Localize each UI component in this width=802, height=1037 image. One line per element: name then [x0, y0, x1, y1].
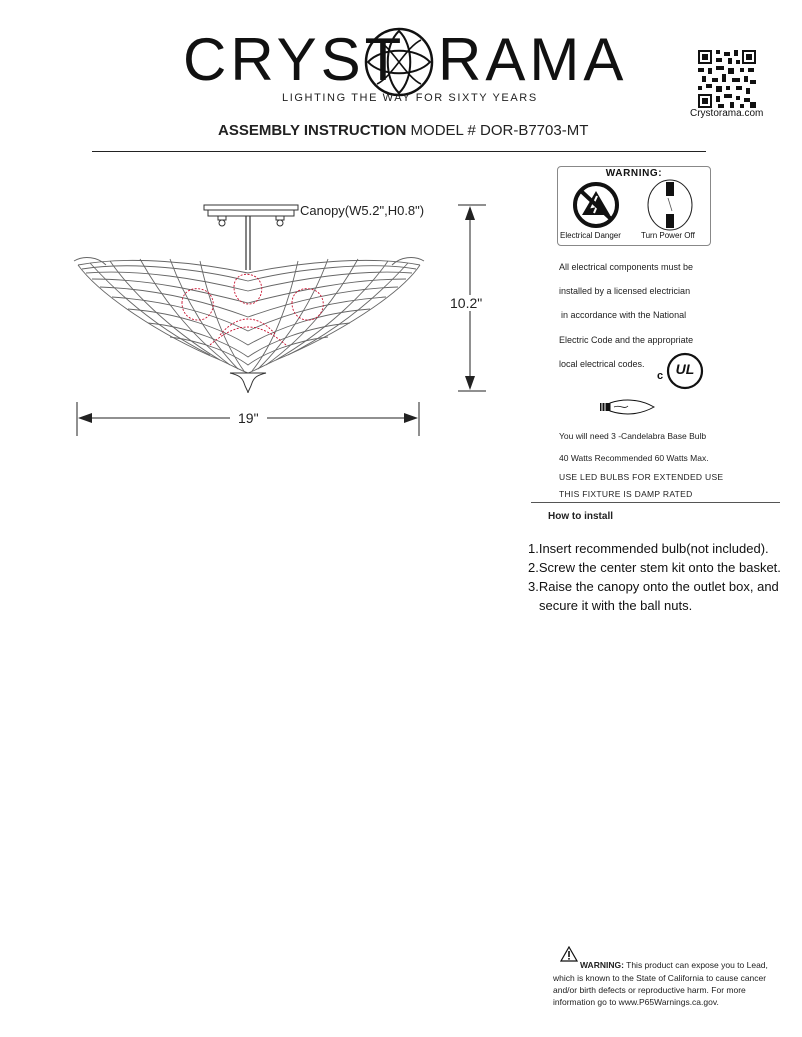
prop65-line: and/or birth defects or reproductive harm. For more: [553, 985, 746, 995]
qr-code-icon[interactable]: [698, 50, 756, 108]
brand-name-left: CRYST: [183, 26, 406, 93]
finial-shape: [230, 373, 266, 393]
install-step: 3.Raise the canopy onto the outlet box, and: [528, 579, 779, 594]
install-step: 1.Insert recommended bulb(not included).: [528, 541, 769, 556]
install-step: 2.Screw the center stem kit onto the basket.: [528, 560, 781, 575]
notice-line: in accordance with the National: [561, 310, 687, 320]
title-bold: ASSEMBLY INSTRUCTION: [218, 122, 407, 139]
bulb-spec-line: 40 Watts Recommended 60 Watts Max.: [559, 453, 709, 463]
page-title: [218, 122, 588, 139]
bulb-spec-line: USE LED BULBS FOR EXTENDED USE: [559, 472, 724, 482]
notice-line: local electrical codes.: [559, 359, 645, 369]
prop65-line: This product can expose you to Lead,: [626, 960, 768, 970]
title-divider: [92, 151, 706, 152]
canopy-label: Canopy(W5.2",H0.8"): [300, 203, 425, 218]
height-label: 10.2": [450, 295, 483, 311]
brand-name-right: RAMA: [438, 26, 628, 93]
prop65-label: WARNING:: [580, 960, 624, 970]
crystorama-emblem-icon: [362, 25, 436, 99]
canopy-shape: [204, 205, 298, 226]
install-step: secure it with the ball nuts.: [539, 598, 693, 613]
prop65-line: information go to www.P65Warnings.ca.gov.: [553, 997, 719, 1007]
ul-text: UL: [675, 361, 695, 377]
prop65-line: which is known to the State of California to cause cancer: [553, 973, 767, 983]
candelabra-bulb-icon: [598, 396, 658, 418]
how-to-heading: How to install: [548, 511, 613, 522]
spec-divider: [531, 502, 780, 503]
warning-heading: WARNING:: [605, 168, 663, 179]
qr-caption: Crystorama.com: [690, 108, 764, 119]
turn-power-off-caption: Turn Power Off: [641, 231, 695, 240]
notice-line: installed by a licensed electrician: [559, 286, 691, 296]
title-model-prefix: MODEL #: [410, 122, 476, 139]
electrical-danger-icon: [570, 182, 622, 228]
title-model-number: DOR-B7703-MT: [480, 122, 589, 139]
ul-prefix: c: [657, 370, 664, 382]
width-label: 19": [230, 410, 267, 426]
notice-line: Electric Code and the appropriate: [559, 335, 694, 345]
brand-tagline: LIGHTING THE WAY FOR SIXTY YEARS: [282, 92, 538, 104]
bulb-spec-line: THIS FIXTURE IS DAMP RATED: [559, 489, 693, 499]
warning-triangle-icon: [560, 946, 578, 962]
notice-line: All electrical components must be: [559, 262, 694, 272]
prop65-first-line: [580, 960, 768, 971]
power-off-icon: [646, 178, 694, 232]
electrical-danger-caption: Electrical Danger: [560, 231, 621, 240]
bulb-spec-line: You will need 3 -Candelabra Base Bulb: [559, 431, 707, 441]
